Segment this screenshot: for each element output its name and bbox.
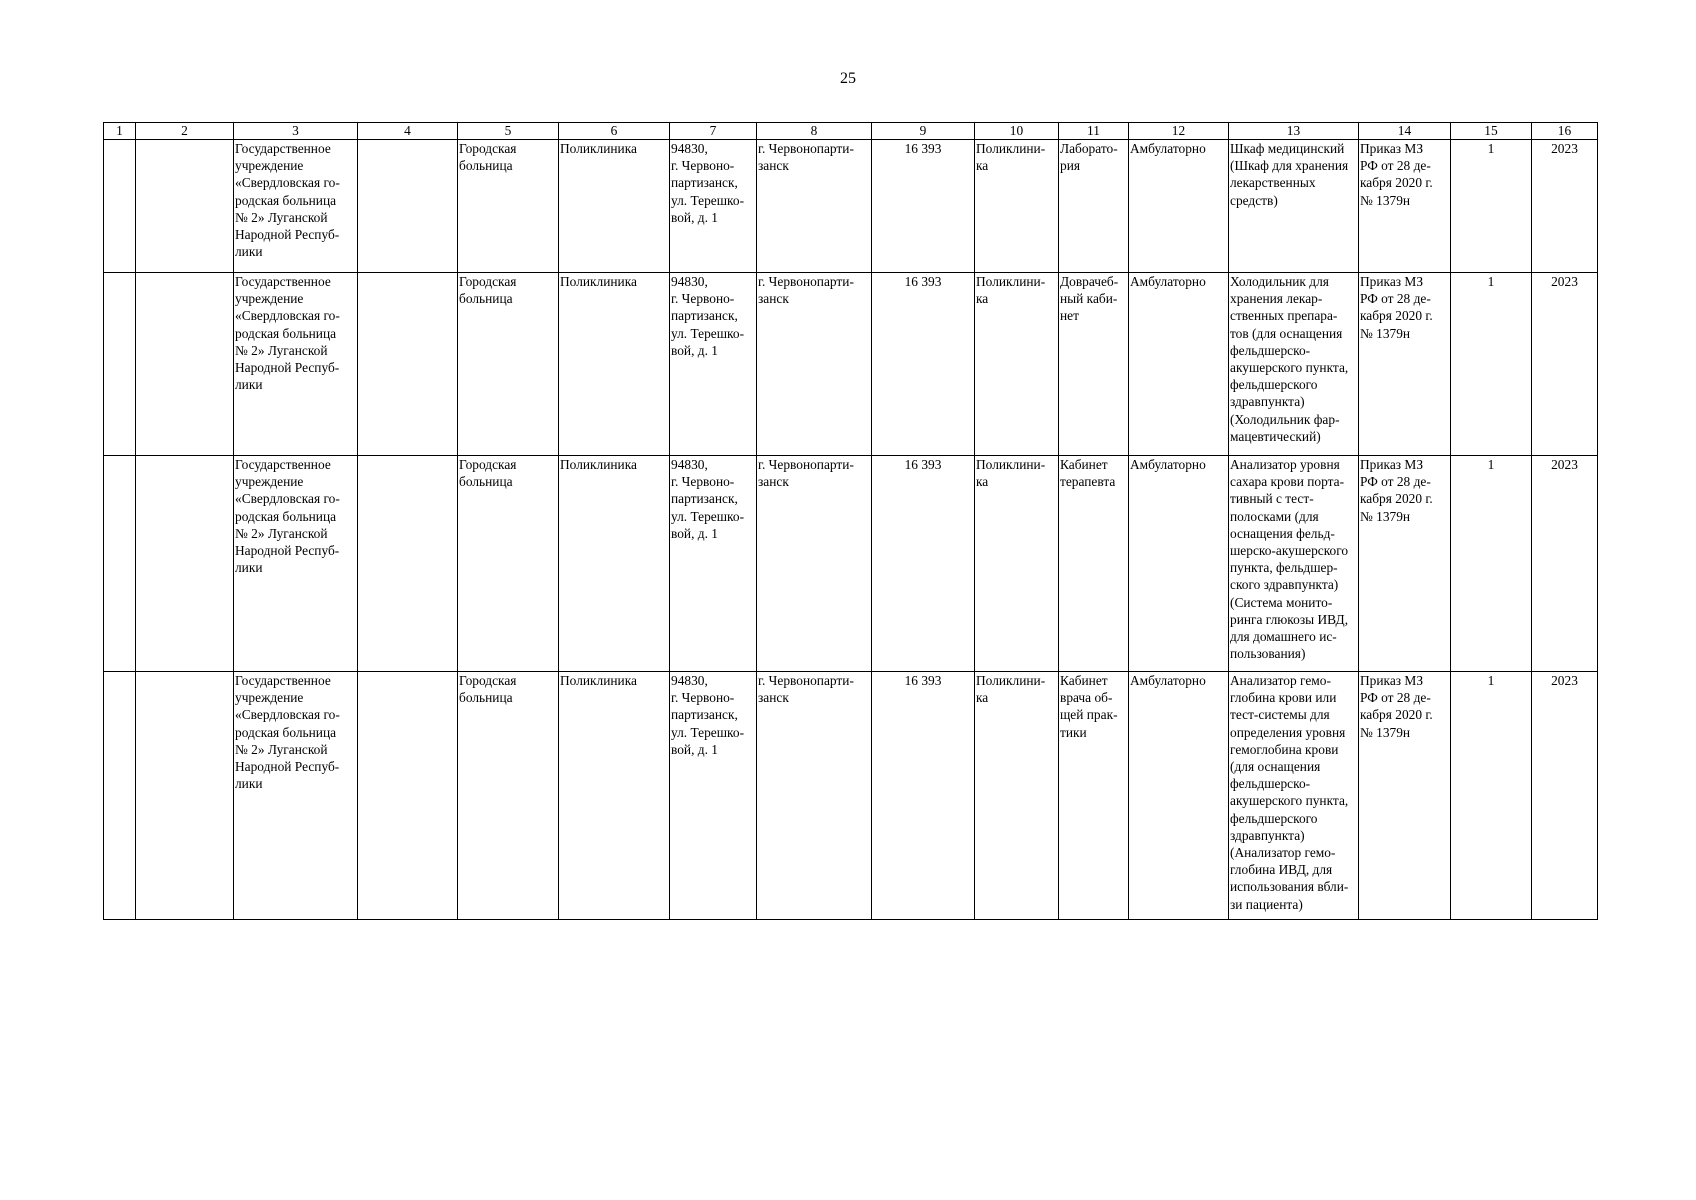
column-header-5: 5: [458, 123, 559, 140]
cell-department: Поликлини- ка: [975, 273, 1059, 456]
cell-equipment: Шкаф медицинский (Шкаф для хранения лекарственных средств): [1229, 140, 1359, 273]
column-header-4: 4: [358, 123, 458, 140]
column-header-9: 9: [872, 123, 975, 140]
cell-year: 2023: [1532, 140, 1598, 273]
cell-care-type: Амбулаторно: [1129, 273, 1229, 456]
cell-population: 16 393: [872, 273, 975, 456]
cell-city: г. Червонoпарти- занск: [757, 140, 872, 273]
cell-year: 2023: [1532, 273, 1598, 456]
cell-quantity: 1: [1451, 456, 1532, 672]
cell-room: Кабинет терапевта: [1059, 456, 1129, 672]
column-header-3: 3: [234, 123, 358, 140]
equipment-table: [103, 122, 1598, 920]
column-header-8: 8: [757, 123, 872, 140]
cell-room: Лаборато- рия: [1059, 140, 1129, 273]
cell-population: 16 393: [872, 672, 975, 920]
cell-facility-type: Городская больница: [458, 672, 559, 920]
cell-care-type: Амбулаторно: [1129, 456, 1229, 672]
cell-facility-type: Городская больница: [458, 273, 559, 456]
cell-city: г. Червонoпарти- занск: [757, 456, 872, 672]
column-header-13: 13: [1229, 123, 1359, 140]
cell-organization: Государственное учреждение «Свердловская го- родская больница № 2» Луганской Народной Респуб- лики: [234, 456, 358, 672]
cell-col2: [136, 273, 234, 456]
cell-col2: [136, 672, 234, 920]
column-header-14: 14: [1359, 123, 1451, 140]
cell-facility-type: Городская больница: [458, 140, 559, 273]
column-header-7: 7: [670, 123, 757, 140]
cell-order: Приказ МЗ РФ от 28 де- кабря 2020 г. № 1379н: [1359, 273, 1451, 456]
header-row: [104, 123, 1598, 140]
cell-address: 94830, г. Червоно- партизанск, ул. Терешко- вой, д. 1: [670, 273, 757, 456]
cell-quantity: 1: [1451, 140, 1532, 273]
cell-quantity: 1: [1451, 672, 1532, 920]
cell-room: Доврачеб- ный каби- нет: [1059, 273, 1129, 456]
cell-unit: Поликлиника: [559, 273, 670, 456]
column-header-15: 15: [1451, 123, 1532, 140]
cell-city: г. Червонoпарти- занск: [757, 273, 872, 456]
cell-col4: [358, 672, 458, 920]
table-row: [104, 273, 1598, 456]
page-number: 25: [840, 70, 856, 87]
cell-col4: [358, 273, 458, 456]
cell-address: 94830, г. Червоно- партизанск, ул. Терешко- вой, д. 1: [670, 672, 757, 920]
cell-order: Приказ МЗ РФ от 28 де- кабря 2020 г. № 1379н: [1359, 672, 1451, 920]
cell-number: [104, 273, 136, 456]
cell-order: Приказ МЗ РФ от 28 де- кабря 2020 г. № 1379н: [1359, 140, 1451, 273]
cell-organization: Государственное учреждение «Свердловская го- родская больница № 2» Луганской Народной Респуб- лики: [234, 672, 358, 920]
column-header-11: 11: [1059, 123, 1129, 140]
column-header-16: 16: [1532, 123, 1598, 140]
cell-room: Кабинет врача об- щей прак- тики: [1059, 672, 1129, 920]
cell-unit: Поликлиника: [559, 672, 670, 920]
cell-department: Поликлини- ка: [975, 672, 1059, 920]
cell-equipment: Холодильник для хранения лекар- ственных препара- тов (для оснащения фельдшерско- акушерского пункта, фельдшерского здравпункта) (Холодильник фар- мацевтический): [1229, 273, 1359, 456]
column-header-2: 2: [136, 123, 234, 140]
cell-col2: [136, 456, 234, 672]
column-header-6: 6: [559, 123, 670, 140]
cell-facility-type: Городская больница: [458, 456, 559, 672]
cell-order: Приказ МЗ РФ от 28 де- кабря 2020 г. № 1379н: [1359, 456, 1451, 672]
column-header-12: 12: [1129, 123, 1229, 140]
column-header-10: 10: [975, 123, 1059, 140]
cell-number: [104, 140, 136, 273]
table-row: [104, 140, 1598, 273]
cell-quantity: 1: [1451, 273, 1532, 456]
cell-col4: [358, 456, 458, 672]
cell-number: [104, 456, 136, 672]
cell-department: Поликлини- ка: [975, 140, 1059, 273]
cell-population: 16 393: [872, 140, 975, 273]
cell-care-type: Амбулаторно: [1129, 672, 1229, 920]
cell-organization: Государственное учреждение «Свердловская го- родская больница № 2» Луганской Народной Респуб- лики: [234, 273, 358, 456]
cell-organization: Государственное учреждение «Свердловская го- родская больница № 2» Луганской Народной Респуб- лики: [234, 140, 358, 273]
cell-address: 94830, г. Червоно- партизанск, ул. Терешко- вой, д. 1: [670, 456, 757, 672]
cell-year: 2023: [1532, 672, 1598, 920]
table-row: [104, 672, 1598, 920]
cell-number: [104, 672, 136, 920]
cell-unit: Поликлиника: [559, 140, 670, 273]
cell-year: 2023: [1532, 456, 1598, 672]
cell-col4: [358, 140, 458, 273]
table-row: [104, 456, 1598, 672]
cell-equipment: Анализатор уровня сахара крови порта- тивный с тест- полосками (для оснащения фельд- шерско-акушерского пункта, фельдшер- ского здравпункта) (Система монито- ринга глюкозы ИВД, для домашнего ис- пользования): [1229, 456, 1359, 672]
cell-population: 16 393: [872, 456, 975, 672]
cell-city: г. Червонoпарти- занск: [757, 672, 872, 920]
cell-department: Поликлини- ка: [975, 456, 1059, 672]
cell-col2: [136, 140, 234, 273]
column-header-1: 1: [104, 123, 136, 140]
cell-equipment: Анализатор гемо- глобина крови или тест-системы для определения уровня гемоглобина крови (для оснащения фельдшерско- акушерского пункта, фельдшерского здравпункта) (Анализатор гемо- глобина ИВД, для использования вбли- зи пациента): [1229, 672, 1359, 920]
cell-address: 94830, г. Червоно- партизанск, ул. Терешко- вой, д. 1: [670, 140, 757, 273]
cell-unit: Поликлиника: [559, 456, 670, 672]
cell-care-type: Амбулаторно: [1129, 140, 1229, 273]
